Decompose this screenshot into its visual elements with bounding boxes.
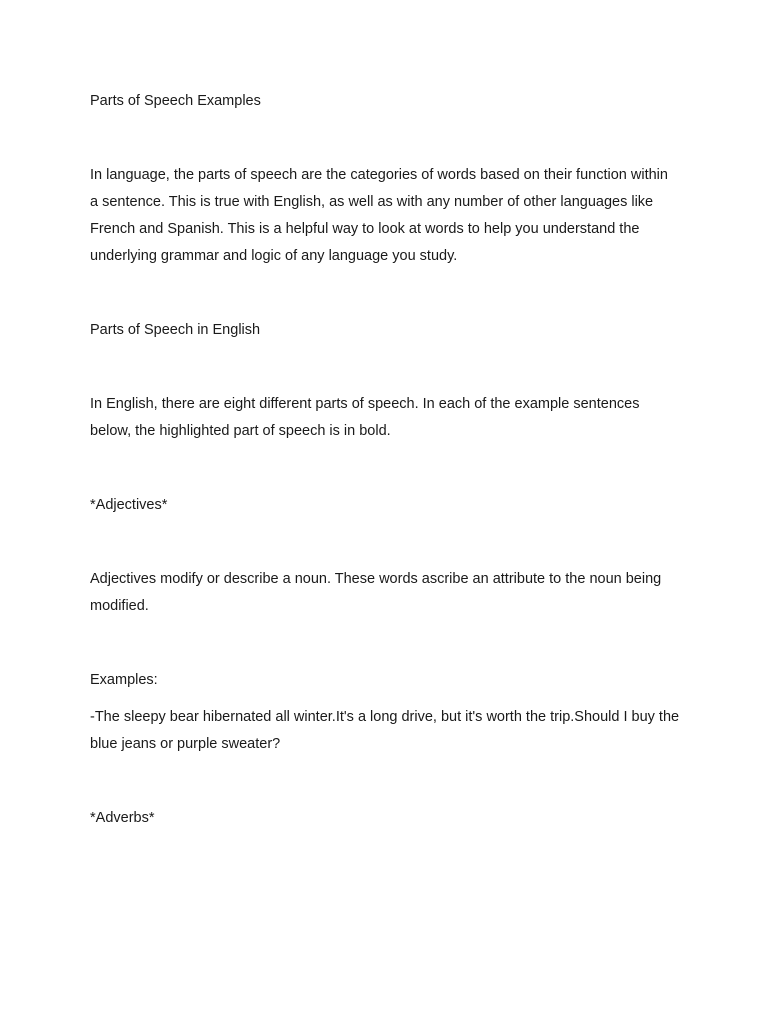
examples-label: Examples: bbox=[90, 672, 158, 688]
section-intro-paragraph: In English, there are eight different parts of speech. In each of the example sentences below, the highlighted part of speech is in bold. bbox=[90, 396, 640, 439]
adverbs-heading: *Adverbs* bbox=[90, 810, 155, 826]
document-title: Parts of Speech Examples bbox=[90, 93, 261, 109]
adjectives-description: Adjectives modify or describe a noun. These words ascribe an attribute to the noun being modified. bbox=[90, 571, 662, 614]
section-heading: Parts of Speech in English bbox=[90, 322, 261, 338]
adjectives-examples: -The sleepy bear hibernated all winter.It's a long drive, but it's worth the trip.Should I buy the blue jeans or purple sweater? bbox=[90, 709, 680, 752]
intro-paragraph: In language, the parts of speech are the categories of words based on their function within a sentence. This is true with English, as well as with any number of other languages like French and Spanish. This is a helpful way to look at words to help you understand the underlying grammar and logic of any language you study. bbox=[90, 167, 668, 264]
adjectives-heading: *Adjectives* bbox=[90, 497, 168, 513]
